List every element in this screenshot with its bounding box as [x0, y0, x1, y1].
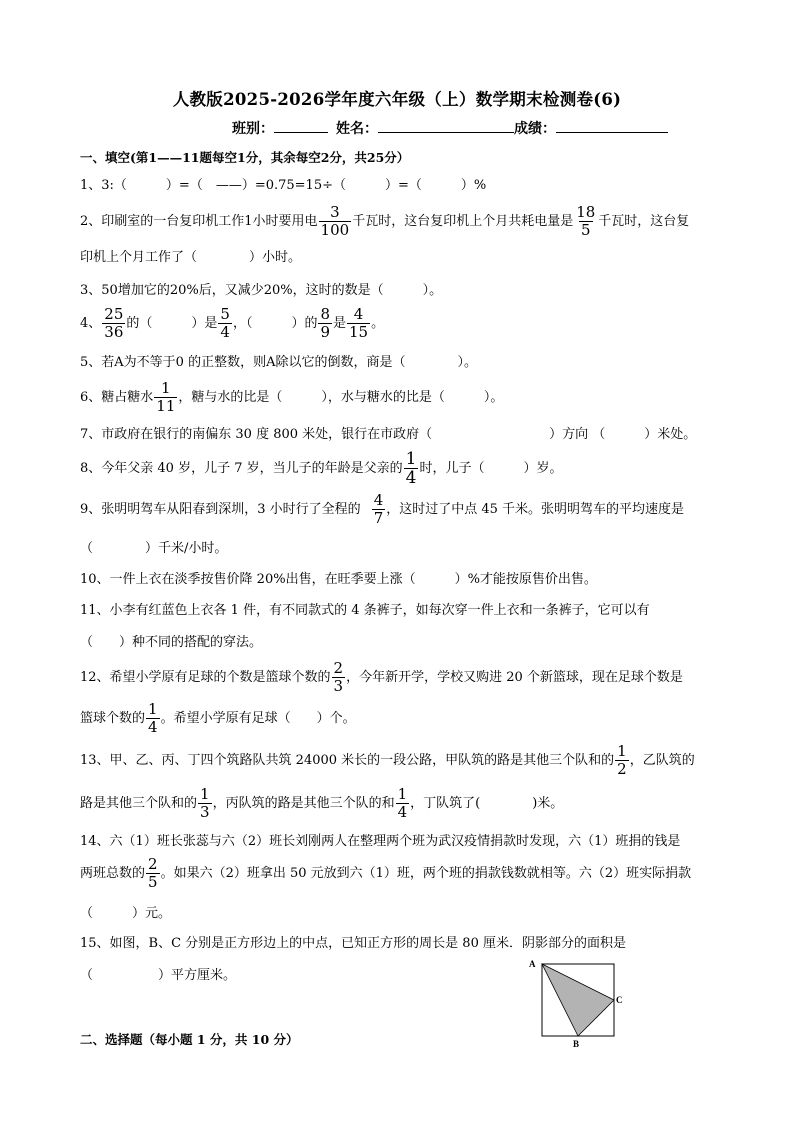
question-6: 6、糖占糖水 $\frac{1}{11}$ ，糖与水的比是（ ），水与糖水的比是（ ）。 [80, 379, 504, 415]
fraction-18-5: $\frac{18}{5}$ [576, 203, 596, 239]
question-1: 1、3:（ ）=（ ——）=0.75=15÷（ ）=（ ）% [80, 178, 487, 193]
question-9-line-2: （ ）千米/小时。 [80, 541, 228, 556]
fraction-4-7: $\frac{4}{7}$ [373, 491, 384, 527]
label-c: C [616, 995, 623, 1005]
student-info [232, 118, 668, 138]
fraction-25-36: $\frac{25}{36}$ [104, 305, 124, 341]
fraction-2-3: $\frac{2}{3}$ [333, 659, 344, 695]
question-5: 5、若A为不等于0 的正整数，则A除以它的倒数，商是（ ）。 [80, 355, 477, 370]
fraction-1-3: $\frac{1}{3}$ [200, 785, 210, 821]
fraction-1-11: $\frac{1}{11}$ [156, 379, 176, 415]
question-15: 15、如图，B、C 分别是正方形边上的中点，已知正方形的周长是 80 厘米．阴影部分的面积是 [80, 936, 626, 951]
score-label: 成绩： [514, 121, 556, 137]
name-blank[interactable] [378, 118, 514, 133]
class-label: 班别： [232, 121, 274, 137]
score-blank[interactable] [556, 118, 668, 133]
label-a: A [529, 959, 536, 969]
fraction-2-5: $\frac{2}{5}$ [148, 855, 158, 891]
shaded-triangle [542, 964, 614, 1036]
question-13-line-2: 路是其他三个队和的 $\frac{1}{3}$ ，丙队筑的路是其他三个队的和 $\frac{1}{4}$ ，丁队筑了( )米。 [80, 785, 564, 821]
question-9: 9、张明明驾车从阳春到深圳，3 小时行了全程的 $\frac{4}{7}$ ，这时过了中点 45 千米。张明明驾车的平均速度是 [80, 491, 685, 527]
fraction-1-4: $\frac{1}{4}$ [148, 700, 158, 736]
question-2 [80, 204, 689, 239]
question-14-line-3: （ ）元。 [80, 906, 172, 921]
question-13: 13、甲、乙、丙、丁四个筑路队共筑 24000 米长的一段公路，甲队筑的路是其他三个队和的 $\frac{1}{2}$ ，乙队筑的 [80, 742, 695, 778]
question-14-line-2: 两班总数的 $\frac{2}{5}$ 。如果六（2）班拿出 50 元放到六（1）班，两个班的捐款钱数就相等。六（2）班实际捐款 [80, 855, 692, 891]
q2-text-2: 千瓦时，这台复印机上个月共耗电量是 [352, 214, 574, 229]
question-14: 14、六（1）班长张蕊与六（2）班长刘刚两人在整理两个班为武汉疫情捐款时发现，六（1）班捐的钱是 [80, 834, 681, 849]
question-3: 3、50增加它的20%后，又减少20%，这时的数是（ ）。 [80, 283, 443, 298]
fraction-4-15: $\frac{4}{15}$ [349, 305, 369, 341]
question-11: 11、小李有红蓝色上衣各 1 件，有不同款式的 4 条裤子，如每次穿一件上衣和一条裤子，它可以有 [80, 603, 650, 618]
question-2-line-2: 印机上个月工作了（ ）小时。 [80, 250, 302, 265]
fraction-1-4: $\frac{1}{4}$ [397, 785, 408, 821]
page-title: 人教版2025-2026学年度六年级（上）数学期末检测卷(6) [172, 90, 622, 109]
label-b: B [573, 1039, 580, 1049]
question-8: 8、今年父亲 40 岁，儿子 7 岁，当儿子的年龄是父亲的 $\frac{1}{4}$ 时，儿子（ ）岁。 [80, 449, 563, 488]
fraction-1-2: $\frac{1}{2}$ [617, 742, 627, 778]
fraction-3-100: $\frac{3}{100}$ [320, 203, 350, 239]
section-1-heading: 一、填空(第1——11题每空1分，其余每空2分，共25分） [80, 150, 410, 165]
square-triangle-figure [522, 956, 624, 1050]
fraction-8-9: $\frac{8}{9}$ [320, 305, 330, 341]
question-11-line-2: （ ）种不同的搭配的穿法。 [80, 635, 263, 650]
q2-text-1: 2、印刷室的一台复印机工作1小时要用电 [80, 214, 318, 229]
question-12-line-2: 篮球个数的 $\frac{1}{4}$ 。希望小学原有足球（ ）个。 [80, 700, 356, 736]
question-15-line-2: （ ）平方厘米。 [80, 968, 237, 983]
fraction-5-4: $\frac{5}{4}$ [220, 305, 230, 341]
fraction-1-4: $\frac{1}{4}$ [405, 449, 417, 488]
q2-text-3: 千瓦时，这台复 [598, 214, 690, 229]
name-label: 姓名： [336, 121, 378, 137]
question-7: 7、市政府在银行的南偏东 30 度 800 米处，银行在市政府（ ）方向 （ ）米处。 [80, 427, 697, 442]
question-4: 4、 $\frac{25}{36}$ 的（ ）是 $\frac{5}{4}$ ，（ ）的 $\frac{8}{9}$ 是 $\frac{4}{15}$ 。 [80, 305, 385, 341]
class-blank[interactable] [274, 118, 328, 133]
question-12: 12、希望小学原有足球的个数是篮球个数的 $\frac{2}{3}$ ，今年新开学，学校又购进 20 个新篮球，现在足球个数是 [80, 659, 683, 695]
question-10: 10、一件上衣在淡季按售价降 20%出售，在旺季要上涨（ ）%才能按原售价出售。 [80, 572, 597, 587]
section-2-heading: 二、选择题（每小题 1 分，共 10 分） [80, 1032, 299, 1047]
